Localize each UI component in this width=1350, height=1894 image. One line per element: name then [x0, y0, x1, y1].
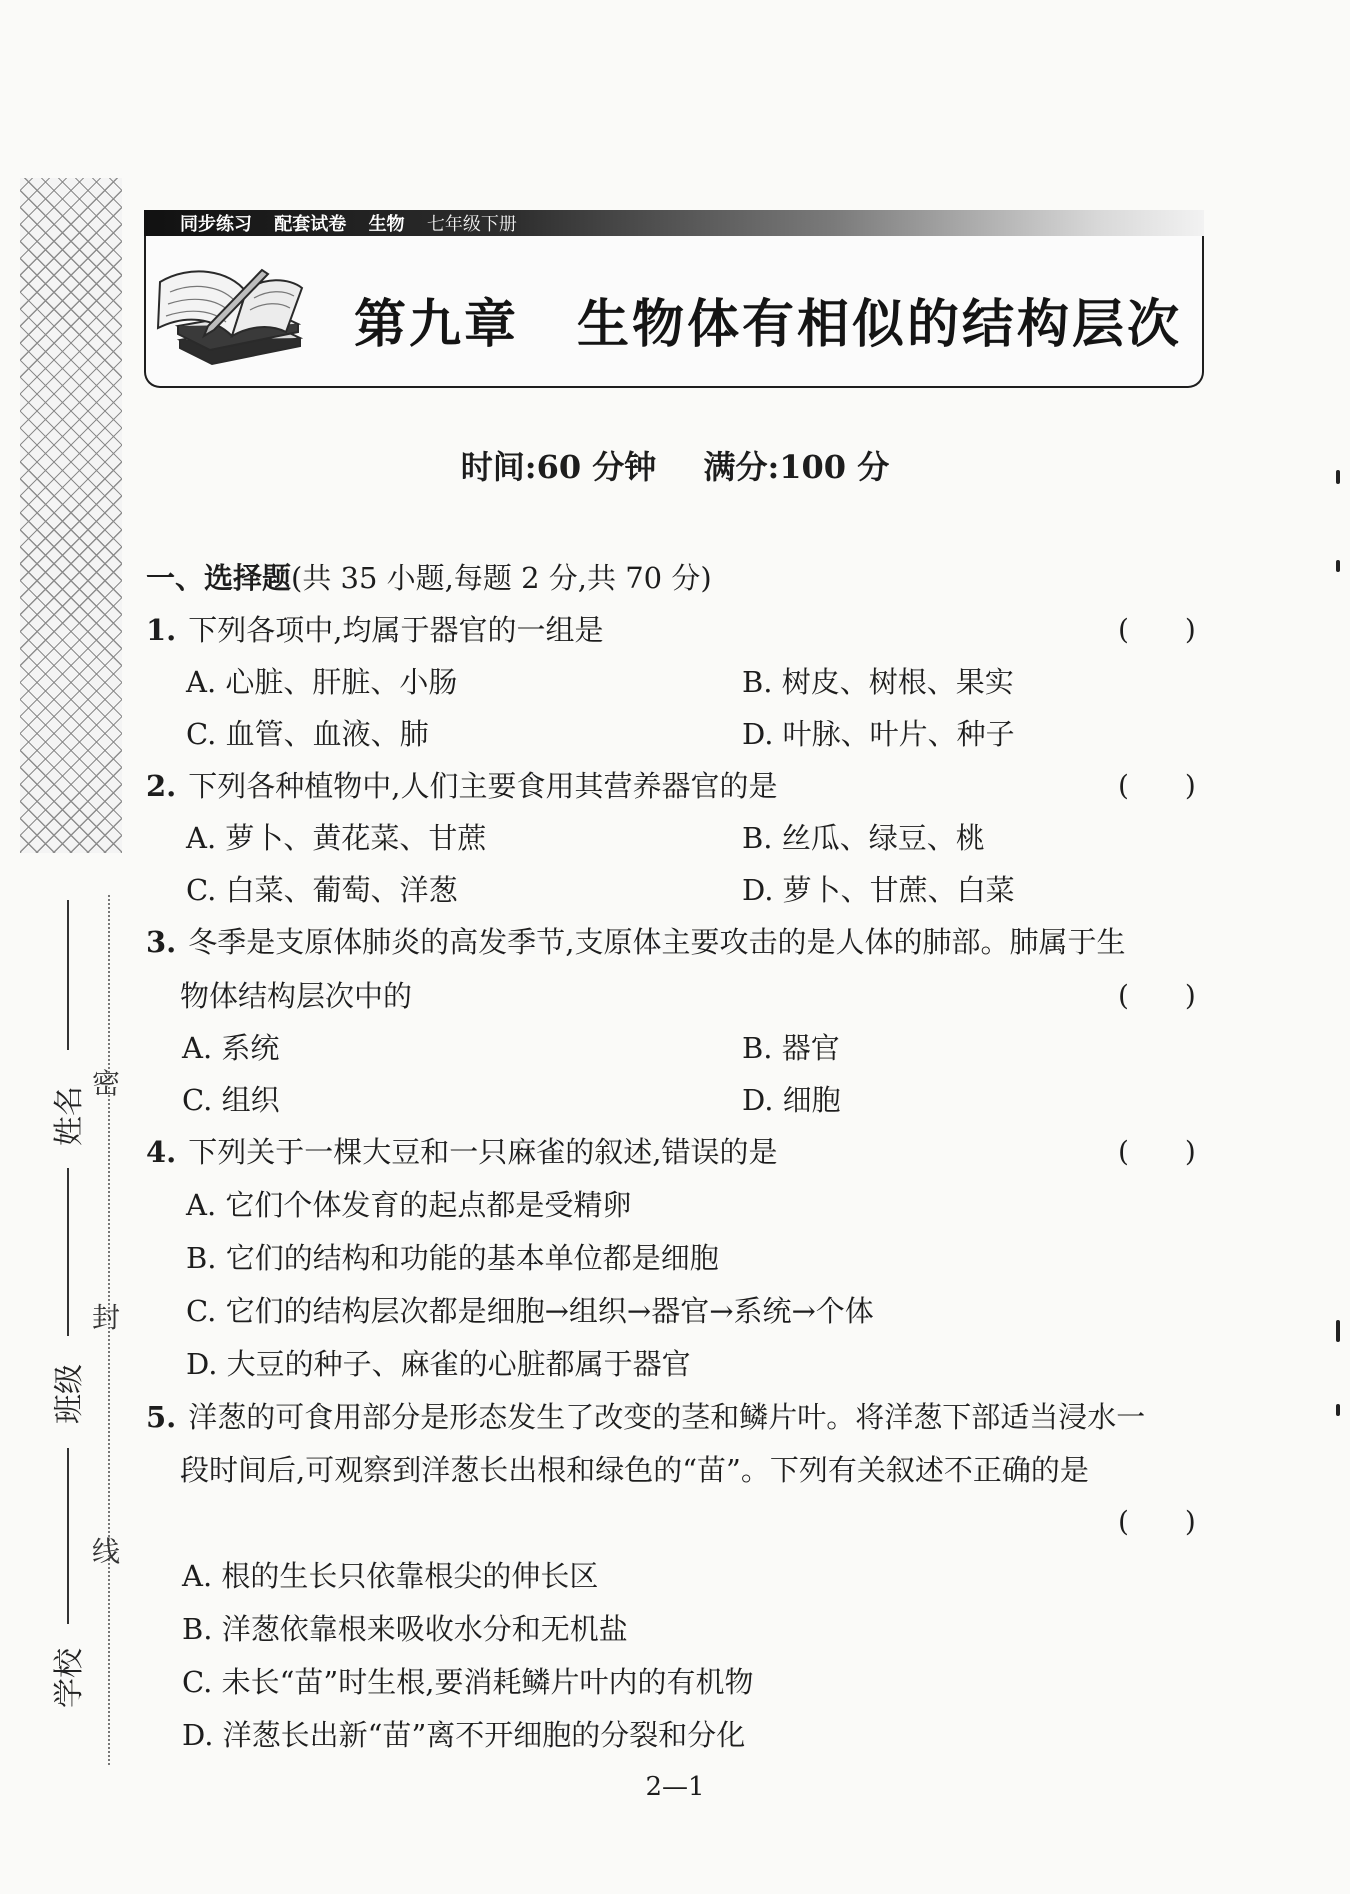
series-subtitle: 配套试卷	[274, 214, 347, 235]
q4-option-b: B. 它们的结构和功能的基本单位都是细胞	[186, 1241, 719, 1275]
q3-option-a: A. 系统	[182, 1031, 280, 1065]
q4-option-d: D. 大豆的种子、麻雀的心脏都属于器官	[186, 1347, 691, 1381]
section-title: 一、选择题	[146, 561, 292, 595]
question-text: 下列各项中,均属于器官的一组是	[188, 613, 604, 647]
q5-option-a: A. 根的生长只依靠根尖的伸长区	[182, 1559, 599, 1593]
field-class-line	[67, 1168, 69, 1336]
question-text: 下列各种植物中,人们主要食用其营养器官的是	[188, 769, 778, 803]
question-2-stem	[146, 764, 778, 805]
q1-option-d: D. 叶脉、叶片、种子	[742, 717, 1015, 751]
exam-meta	[0, 442, 1350, 488]
q2-option-c: C. 白菜、葡萄、洋葱	[186, 873, 458, 907]
chapter-title	[354, 282, 1182, 357]
answer-paren: ( )	[1118, 613, 1196, 646]
seal-char-xian: 线	[92, 1535, 121, 1568]
answer-paren: ( )	[1118, 979, 1196, 1012]
q4-option-a: A. 它们个体发育的起点都是受精卵	[186, 1188, 632, 1222]
exam-score: 满分:100 分	[703, 448, 890, 486]
question-3-stem-cont: 物体结构层次中的	[180, 979, 413, 1013]
page-number: 2—1	[645, 1772, 705, 1802]
scan-edge-mark	[1336, 560, 1340, 572]
chapter-name: 生物体有相似的结构层次	[577, 294, 1183, 355]
seal-char-feng: 封	[92, 1301, 121, 1334]
question-number: 3.	[146, 925, 177, 959]
chapter-number: 第九章	[354, 294, 520, 355]
question-1-stem	[146, 608, 604, 649]
answer-paren: ( )	[1118, 1135, 1196, 1168]
q3-option-c: C. 组织	[182, 1083, 280, 1117]
series-subject: 生物	[368, 214, 405, 235]
q3-option-b: B. 器官	[742, 1031, 840, 1065]
scan-edge-mark	[1336, 1320, 1340, 1342]
field-school-label: 学校	[52, 1648, 87, 1708]
question-number: 2.	[146, 769, 177, 803]
question-text: 下列关于一棵大豆和一只麻雀的叙述,错误的是	[188, 1135, 778, 1169]
question-4-stem	[146, 1130, 778, 1171]
question-number: 4.	[146, 1135, 177, 1169]
scan-edge-mark	[1336, 1404, 1340, 1416]
question-5-stem	[146, 1395, 1145, 1436]
scan-edge-mark	[1336, 470, 1340, 484]
series-name: 同步练习	[180, 214, 252, 235]
q5-option-c: C. 未长“苗”时生根,要消耗鳞片叶内的有机物	[182, 1665, 754, 1699]
question-number: 1.	[146, 613, 177, 647]
q2-option-a: A. 萝卜、黄花菜、甘蔗	[186, 821, 487, 855]
section-note: (共 35 小题,每题 2 分,共 70 分)	[291, 561, 712, 595]
q2-option-d: D. 萝卜、甘蔗、白菜	[742, 873, 1015, 907]
q5-option-d: D. 洋葱长出新“苗”离不开细胞的分裂和分化	[182, 1718, 746, 1752]
field-name-line	[67, 900, 69, 1050]
q1-option-a: A. 心脏、肝脏、小肠	[186, 665, 458, 699]
book-stack-icon	[150, 252, 310, 370]
q5-option-b: B. 洋葱依靠根来吸收水分和无机盐	[182, 1612, 628, 1646]
section-heading	[146, 556, 712, 597]
field-name-label: 姓名	[52, 1086, 87, 1146]
exam-time: 时间:60 分钟	[460, 448, 657, 486]
binding-lattice-pattern	[20, 178, 122, 853]
answer-paren: ( )	[1118, 769, 1196, 802]
q3-option-d: D. 细胞	[742, 1083, 841, 1117]
series-grade: 七年级下册	[426, 214, 517, 235]
seal-char-mi: 密	[92, 1067, 121, 1100]
field-school-line	[67, 1448, 69, 1624]
question-text: 冬季是支原体肺炎的高发季节,支原体主要攻击的是人体的肺部。肺属于生	[188, 925, 1126, 959]
q1-option-c: C. 血管、血液、肺	[186, 717, 429, 751]
question-number: 5.	[146, 1400, 177, 1434]
field-class-label: 班级	[52, 1364, 87, 1424]
question-3-stem	[146, 920, 1126, 961]
answer-paren: ( )	[1118, 1505, 1196, 1538]
q1-option-b: B. 树皮、树根、果实	[742, 665, 1014, 699]
q4-option-c: C. 它们的结构层次都是细胞→组织→器官→系统→个体	[186, 1294, 874, 1328]
question-5-stem-cont: 段时间后,可观察到洋葱长出根和绿色的“苗”。下列有关叙述不正确的是	[180, 1453, 1089, 1487]
question-text: 洋葱的可食用部分是形态发生了改变的茎和鳞片叶。将洋葱下部适当浸水一	[188, 1400, 1146, 1434]
q2-option-b: B. 丝瓜、绿豆、桃	[742, 821, 985, 855]
